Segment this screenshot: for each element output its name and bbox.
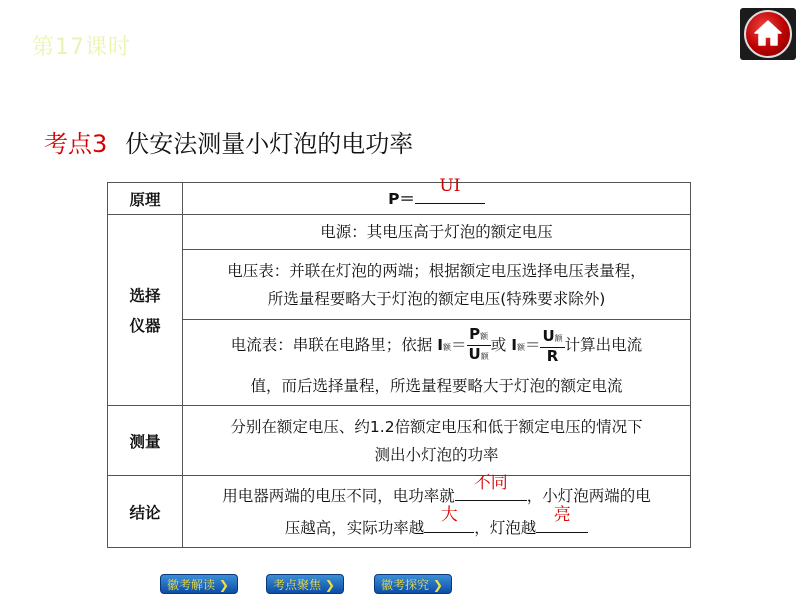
equals-1: ＝	[451, 336, 467, 354]
section-title	[44, 124, 413, 159]
table-row	[108, 406, 691, 476]
ammeter-line2: 值，而后选择量程，所选量程要略大于灯泡的额定电流	[250, 377, 623, 395]
current-symbol-1: I额	[437, 336, 452, 354]
current-symbol-2: I额	[511, 336, 525, 354]
section-label: 考点3	[44, 130, 108, 158]
table-row	[108, 250, 691, 320]
conclusion-answer-2: 大	[440, 504, 458, 525]
conclusion-answer-1: 不同	[473, 472, 508, 493]
principle-blank	[415, 175, 485, 204]
ammeter-line1	[191, 325, 682, 368]
power-source-cell: 电源：其电压高于灯泡的额定电压	[183, 215, 691, 250]
ammeter-cell	[183, 320, 691, 406]
nav-label-2: 考点聚焦	[273, 578, 322, 592]
nav-label-1: 徽考解读	[167, 578, 216, 592]
conclusion-blank-1	[455, 472, 527, 501]
principle-answer: UI	[439, 175, 461, 196]
or-text: 或	[490, 336, 507, 354]
nav-button-key-points[interactable]: 考点聚焦 ❯	[266, 574, 344, 594]
conclusion-blank-2	[424, 504, 474, 533]
principle-formula: P＝	[388, 189, 415, 208]
nav-label-3: 徽考探究	[381, 578, 430, 592]
conclusion-blank-3	[536, 504, 588, 533]
table-row	[108, 215, 691, 250]
row-label-instruments	[108, 215, 183, 406]
summary-table	[107, 175, 691, 548]
lesson-label: 第17课时	[32, 35, 131, 60]
measure-cell	[183, 406, 691, 476]
nav-button-exam-explore[interactable]: 徽考探究 ❯	[374, 574, 452, 594]
voltmeter-line1: 电压表：并联在灯泡的两端；根据额定电压选择电压表量程，	[227, 261, 646, 280]
voltmeter-cell	[183, 250, 691, 320]
row-label-measure: 测量	[108, 406, 183, 476]
row-label-conclusion: 结论	[108, 476, 183, 548]
measure-line1: 分别在额定电压、约1.2倍额定电压和低于额定电压的情况下	[230, 417, 643, 436]
nav-button-exam-analysis[interactable]: 徽考解读 ❯	[160, 574, 238, 594]
instruments-label-line1: 选择	[129, 287, 161, 305]
section-topic: 伏安法测量小灯泡的电功率	[125, 130, 414, 158]
home-icon	[752, 18, 784, 48]
home-button[interactable]	[740, 8, 796, 60]
fraction-u-over-r: $\frac{\text{U额}}{R}$	[542, 326, 563, 365]
conclusion-answer-3: 亮	[553, 504, 571, 525]
row-label-principle: 原理	[108, 183, 183, 215]
conclusion-line2: 压越高，实际功率越 大 ，灯泡越 亮	[191, 512, 682, 544]
voltmeter-line2: 所选量程要略大于灯泡的额定电压(特殊要求除外)	[267, 289, 606, 308]
measure-line2: 测出小灯泡的功率	[374, 445, 499, 464]
ammeter-prefix: 电流表：串联在电路里；依据	[230, 336, 433, 354]
principle-cell	[183, 175, 691, 215]
equals-2: ＝	[524, 336, 541, 354]
conclusion-line1: 用电器两端的电压不同，电功率就 不同 ，小灯泡两端的电	[222, 472, 651, 505]
table-row	[108, 320, 691, 406]
fraction-p-over-u: $\frac{\text{P额}}{\text{U额}}$	[468, 325, 489, 363]
table-row	[108, 183, 691, 215]
instruments-label-line2: 仪器	[129, 317, 161, 335]
ammeter-suffix: 计算出电流	[564, 336, 643, 354]
conclusion-cell	[183, 472, 691, 548]
table-row	[108, 476, 691, 548]
